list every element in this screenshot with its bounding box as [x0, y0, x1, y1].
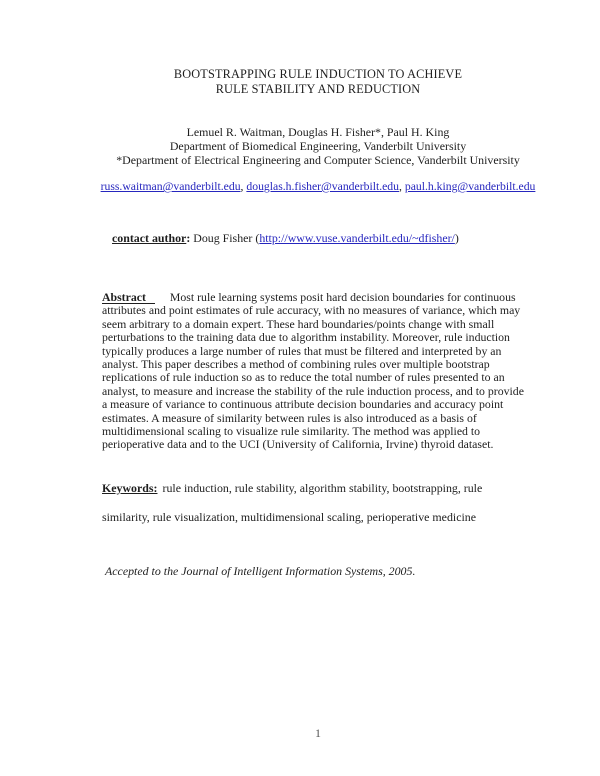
contact-author-close-paren: )	[454, 231, 459, 245]
email-links-line	[100, 180, 536, 193]
email-link-waitman[interactable]: russ.waitman@vanderbilt.edu	[100, 180, 241, 193]
acceptance-note: Accepted to the Journal of Intelligent Information Systems, 2005.	[105, 564, 416, 578]
author-list: Lemuel R. Waitman, Douglas H. Fisher*, Paul H. King	[186, 125, 450, 139]
abstract-line: seem arbitrary to a domain expert. These hard boundaries/points change with small	[102, 316, 495, 331]
contact-author-line	[112, 231, 548, 246]
keywords-label: Keywords:	[102, 481, 158, 495]
contact-author-colon: :	[186, 231, 194, 245]
email-link-king[interactable]: paul.h.king@vanderbilt.edu	[404, 180, 536, 193]
abstract-section	[102, 291, 536, 452]
contact-author-url[interactable]: http://www.vuse.vanderbilt.edu/~dfisher/	[259, 231, 455, 245]
abstract-line: a measure of variance to continuous attribute decision boundaries and accuracy point	[102, 397, 504, 412]
email-separator: ,	[240, 180, 247, 193]
abstract-line: multidimensional scaling to visualize rule similarity. The method was applied to	[102, 424, 481, 439]
abstract-line-text: Most rule learning systems posit hard decision boundaries for continuous	[169, 290, 516, 304]
abstract-line: replications of rule induction so as to reduce the total number of rules presented to an	[102, 370, 505, 385]
paper-title-line-2: RULE STABILITY AND REDUCTION	[215, 81, 421, 96]
abstract-line: analyst. This paper describes a method of combining rules over multiple bootstrap	[102, 357, 490, 372]
author-block	[100, 125, 536, 167]
affiliation-1: Department of Biomedical Engineering, Vanderbilt University	[169, 139, 467, 153]
email-link-fisher[interactable]: douglas.h.fisher@vanderbilt.edu	[246, 180, 399, 193]
paper-title-line-1: BOOTSTRAPPING RULE INDUCTION TO ACHIEVE	[173, 67, 463, 81]
keywords-section	[102, 482, 538, 525]
email-separator: ,	[399, 180, 405, 193]
abstract-line: perturbations to the training data due to algorithm instability. Moreover, rule induction	[102, 330, 510, 345]
page-number: 1	[315, 726, 321, 740]
abstract-line: analyst, to measure and increase the stability of the rule induction process, and to provide	[102, 383, 524, 398]
contact-author-name: Doug Fisher (	[193, 231, 260, 245]
abstract-line: perioperative data and to the UCI (University of California, Irvine) thyroid dataset.	[102, 437, 494, 452]
contact-author-label: contact author	[112, 231, 187, 245]
abstract-line: typically produces a large number of rules that must be filtered and interpreted by an	[102, 343, 502, 358]
keywords-text-1: rule induction, rule stability, algorithm stability, bootstrapping, rule	[162, 481, 483, 495]
paper-title	[100, 67, 536, 96]
abstract-heading: Abstract	[102, 291, 155, 304]
abstract-line: estimates. A measure of similarity between rules is also introduced as a basis of	[102, 410, 477, 425]
abstract-first-line	[102, 291, 536, 304]
abstract-line: attributes and point estimates of rule accuracy, with no measures of variance, which may	[102, 303, 521, 318]
affiliation-2: *Department of Electrical Engineering and Computer Science, Vanderbilt University	[116, 153, 520, 167]
keywords-line-2: similarity, rule visualization, multidimensional scaling, perioperative medicine	[102, 510, 477, 525]
keywords-line-1	[102, 482, 538, 495]
